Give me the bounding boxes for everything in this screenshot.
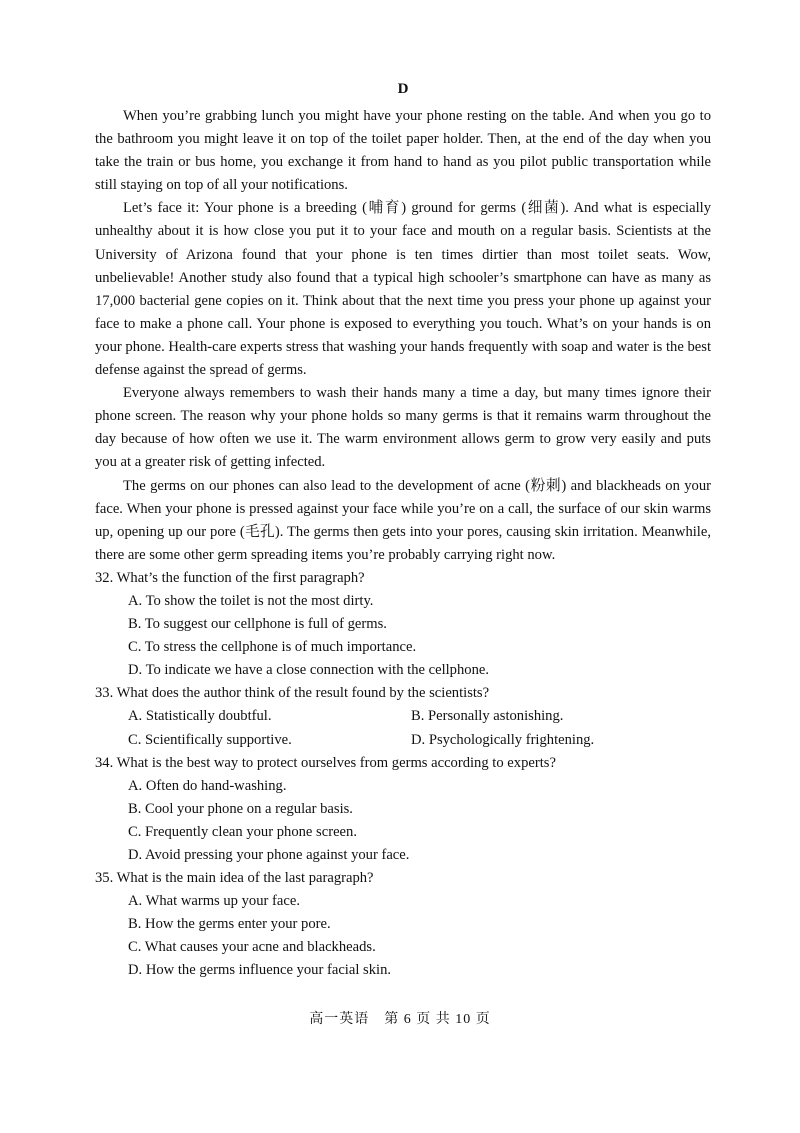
option-c: C. What causes your acne and blackheads. xyxy=(128,939,376,956)
option-b: B. How the germs enter your pore. xyxy=(128,916,331,933)
page-footer: 高一英语 第 6 页 共 10 页 xyxy=(309,1012,491,1027)
option-c: C. To stress the cellphone is of much importance. xyxy=(128,639,417,656)
option-a: A. Often do hand-washing. xyxy=(128,777,287,794)
section-title: D xyxy=(397,81,409,97)
paragraph-2: Let’s face it: Your phone is a breeding (哺育) ground for germs (细菌). And what is especially unhealthy about it is how close you put it to your face and mouth on a regular basis. Scientists at the University of Arizona found that your phone is ten times dirtier than most toilet seats. Wow, unbelievable! Another study also found that a typical high schooler’s smartphone can have as many as 17,000 bacterial gene copies on it. Think about that the next time you press your phone up against your face to make a phone call. Your phone is exposed to everything you touch. What’s on your hands is on your phone. Health-care experts stress that washing your hands frequently with soap and water is the best defense against the spread of germs. xyxy=(95,200,711,379)
option-a: A. To show the toilet is not the most dirty. xyxy=(128,592,374,609)
question-stem: 32. What’s the function of the first paragraph? xyxy=(95,569,365,586)
option-row xyxy=(128,729,711,752)
option-c: C. Scientifically supportive. xyxy=(128,731,292,748)
paragraph-4: The germs on our phones can also lead to the development of acne (粉刺) and blackheads on your face. When your phone is pressed against your face while you’re on a call, the surface of our skin warms up, opening up our pore (毛孔). The germs then gets into your pores, causing skin irritation. Meanwhile, there are some other germ spreading items you’re probably carrying right now. xyxy=(95,477,711,563)
option-d: D. How the germs influence your facial skin. xyxy=(128,962,392,979)
option-b: B. Personally astonishing. xyxy=(411,708,564,725)
option-a: A. What warms up your face. xyxy=(128,893,300,910)
question-33 xyxy=(95,682,711,751)
option-a: A. Statistically doubtful. xyxy=(128,708,272,725)
question-32 xyxy=(95,567,711,682)
paragraph-3: Everyone always remembers to wash their hands many a time a day, but many times ignore their phone screen. The reason why your phone holds so many germs is that it remains warm throughout the day because of how often we use it. The warm environment allows germ to grow very easily and puts you at a greater risk of getting infected. xyxy=(95,385,711,471)
option-row xyxy=(128,705,711,728)
question-35 xyxy=(95,867,711,982)
option-b: B. To suggest our cellphone is full of germs. xyxy=(128,616,387,633)
exam-page xyxy=(95,78,711,983)
paragraph-1: When you’re grabbing lunch you might have your phone resting on the table. And when you go to the bathroom you might leave it on top of the toilet paper holder. Then, at the end of the day when you take the train or bus home, you exchange it from hand to hand as you pilot public transportation while still staying on top of all your notifications. xyxy=(95,108,711,194)
option-d: D. Avoid pressing your phone against your face. xyxy=(128,847,410,863)
question-34 xyxy=(95,752,711,867)
option-d: D. To indicate we have a close connection with the cellphone. xyxy=(128,662,489,679)
option-d: D. Psychologically frightening. xyxy=(411,731,595,748)
question-stem: 35. What is the main idea of the last paragraph? xyxy=(95,870,374,887)
question-stem: 34. What is the best way to protect ourselves from germs according to experts? xyxy=(95,754,556,771)
option-b: B. Cool your phone on a regular basis. xyxy=(128,800,353,817)
question-stem: 33. What does the author think of the result found by the scientists? xyxy=(95,685,490,702)
option-c: C. Frequently clean your phone screen. xyxy=(128,823,357,840)
